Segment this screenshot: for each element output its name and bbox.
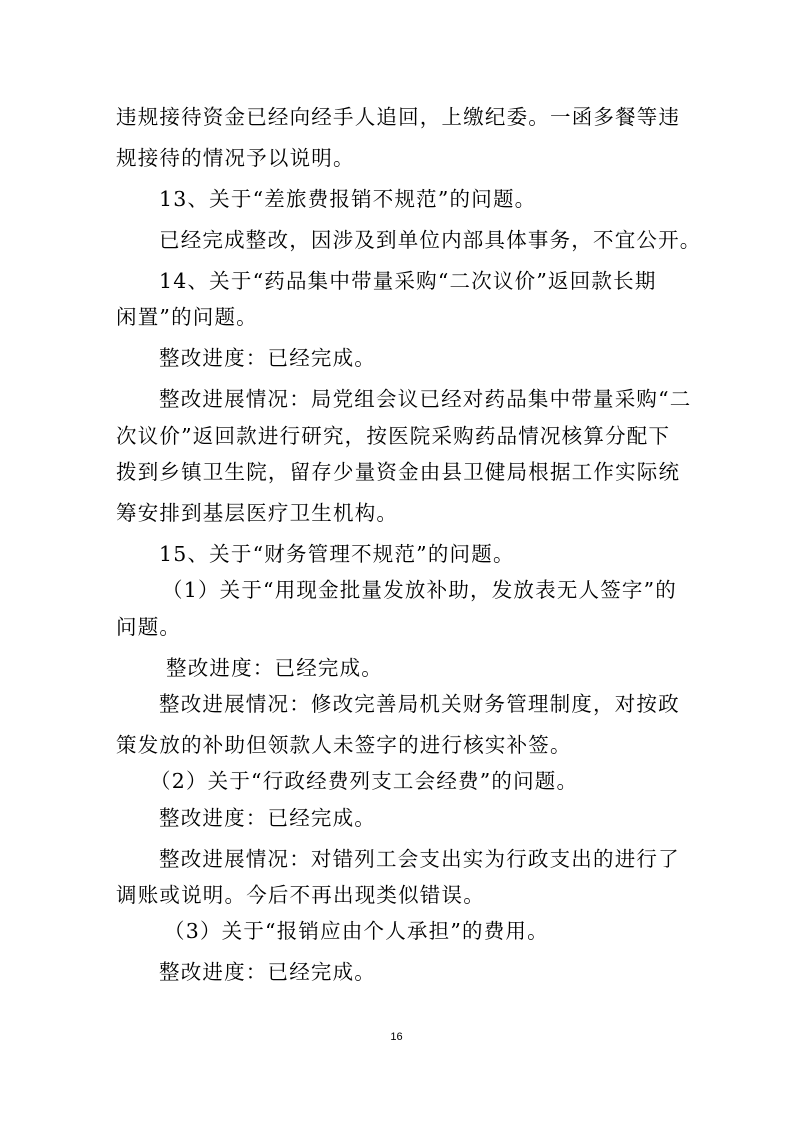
progress-detail: 整改进展情况：修改完善局机关财务管理制度，对按政 (159, 692, 680, 716)
progress-detail: 整改进展情况：对错列工会支出实为行政支出的进行了 (159, 847, 680, 871)
body-line: 筹安排到基层医疗卫生机构。 (116, 501, 399, 525)
body-line: 拨到乡镇卫生院，留存少量资金由县卫健局根据工作实际统 (116, 460, 681, 484)
progress-detail: 整改进展情况：局党组会议已经对药品集中带量采购“二 (159, 387, 692, 411)
section-heading-13: 13、关于“差旅费报销不规范”的问题。 (159, 187, 537, 211)
body-line: 调账或说明。今后不再出现类似错误。 (116, 883, 485, 907)
body-line: 规接待的情况予以说明。 (116, 146, 355, 170)
body-line: 闲置”的问题。 (116, 305, 258, 329)
section-heading-14: 14、关于“药品集中带量采购“二次议价”返回款长期 (159, 269, 657, 293)
subsection-heading-3: （3）关于“报销应由个人承担”的费用。 (164, 919, 549, 943)
subsection-heading-2: （2）关于“行政经费列支工会经费”的问题。 (150, 769, 579, 793)
page-number: 16 (390, 1031, 403, 1043)
body-line: 问题。 (116, 615, 182, 639)
progress-status: 整改进度：已经完成。 (159, 806, 376, 830)
progress-status: 整改进度：已经完成。 (166, 656, 383, 680)
subsection-heading-1: （1）关于“用现金批量发放补助，发放表无人签字”的 (162, 578, 678, 602)
progress-status: 整改进度：已经完成。 (159, 960, 376, 984)
section-heading-15: 15、关于“财务管理不规范”的问题。 (159, 542, 515, 566)
body-line: 次议价”返回款进行研究，按医院采购药品情况核算分配下 (116, 424, 671, 448)
body-line: 策发放的补助但领款人未签字的进行核实补签。 (116, 733, 572, 757)
body-line: 违规接待资金已经向经手人追回，上缴纪委。一函多餐等违 (116, 105, 681, 129)
body-line: 已经完成整改，因涉及到单位内部具体事务，不宜公开。 (159, 228, 702, 252)
progress-status: 整改进度：已经完成。 (159, 346, 376, 370)
